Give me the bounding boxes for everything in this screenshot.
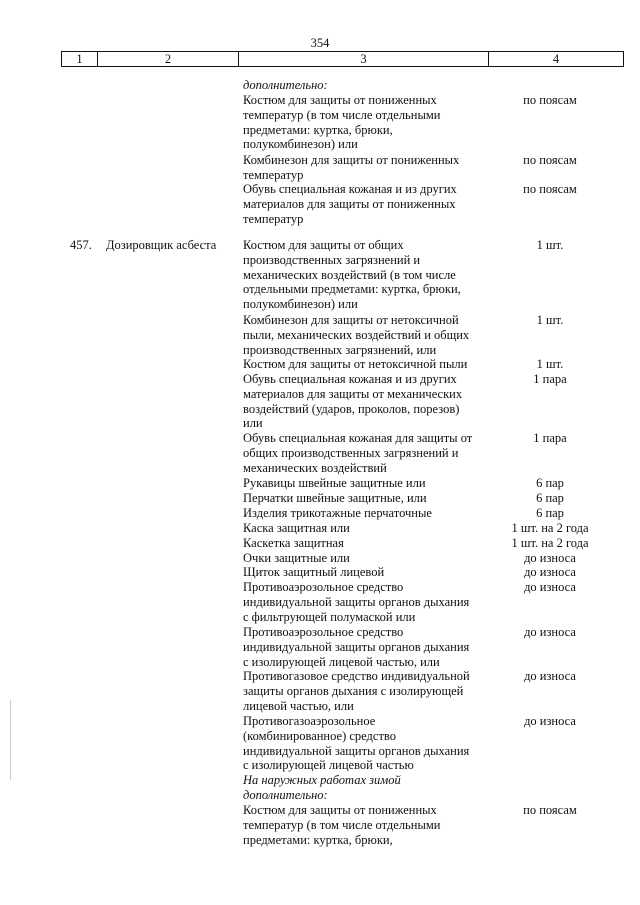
- ppe-item: Щиток защитный лицевой: [243, 565, 385, 579]
- ppe-item: Противоаэрозольное средство индивидуальной защиты органов дыхания с фильтрующей полумаской или: [243, 580, 470, 624]
- column-header-2: 2: [98, 52, 239, 66]
- issue-norm: до износа: [524, 714, 576, 728]
- issue-norm: 6 пар: [536, 506, 564, 520]
- ppe-item: Обувь специальная кожаная и из других материалов для защиты от механических воздействий (ударов, проколов, порезов) или: [243, 372, 463, 431]
- ppe-item: Костюм для защиты от пониженных температур (в том числе отдельными предметами: куртка, брюки, полукомбинезон) или: [243, 93, 441, 152]
- column-header-row: [61, 51, 624, 67]
- scan-margin-line: [10, 700, 11, 780]
- ppe-item: Изделия трикотажные перчаточные: [243, 506, 432, 520]
- ppe-item: Обувь специальная кожаная для защиты от общих производственных загрязнений и механических воздействий: [243, 431, 473, 475]
- issue-norm: 1 шт.: [536, 313, 564, 327]
- ppe-item: дополнительно:: [243, 78, 328, 92]
- column-header-4: 4: [552, 52, 560, 66]
- ppe-item: Комбинезон для защиты от пониженных температур: [243, 153, 460, 182]
- issue-norm: 6 пар: [536, 491, 564, 505]
- issue-norm: 1 шт. на 2 года: [511, 521, 589, 535]
- issue-norm: 1 шт.: [536, 357, 564, 371]
- issue-norm: до износа: [524, 551, 576, 565]
- issue-norm: 1 пара: [533, 372, 567, 386]
- issue-norm: до износа: [524, 565, 576, 579]
- ppe-item: Костюм для защиты от нетоксичной пыли: [243, 357, 468, 371]
- ppe-item: Комбинезон для защиты от нетоксичной пыли, механических воздействий и общих производственных загрязнений, или: [243, 313, 470, 357]
- issue-norm: до износа: [524, 625, 576, 639]
- column-header-3: 3: [239, 52, 489, 66]
- issue-norm: 1 шт. на 2 года: [511, 536, 589, 550]
- profession-name: Дозировщик асбеста: [106, 238, 217, 252]
- issue-norm: до износа: [524, 580, 576, 594]
- ppe-item: Каскетка защитная: [243, 536, 344, 550]
- issue-norm: по поясам: [523, 182, 577, 196]
- ppe-item: Костюм для защиты от общих производственных загрязнений и механических воздействий (в том числе отдельными предметами: куртка, брюки, полукомбинезон) или: [243, 238, 461, 312]
- ppe-item: Противогазовое средство индивидуальной защиты органов дыхания с изолирующей лицевой частью, или: [243, 669, 470, 713]
- ppe-item: Костюм для защиты от пониженных температур (в том числе отдельными предметами: куртка, брюки,: [243, 803, 441, 847]
- ppe-item: Противоаэрозольное средство индивидуальной защиты органов дыхания с изолирующей лицевой частью, или: [243, 625, 470, 669]
- ppe-item: Каска защитная или: [243, 521, 350, 535]
- issue-norm: по поясам: [523, 93, 577, 107]
- ppe-item: Рукавицы швейные защитные или: [243, 476, 426, 490]
- issue-norm: по поясам: [523, 153, 577, 167]
- issue-norm: 1 шт.: [536, 238, 564, 252]
- ppe-item: Перчатки швейные защитные, или: [243, 491, 427, 505]
- ppe-item: На наружных работах зимой дополнительно:: [243, 773, 401, 802]
- issue-norm: по поясам: [523, 803, 577, 817]
- ppe-item: Обувь специальная кожаная и из других материалов для защиты от пониженных температур: [243, 182, 457, 226]
- row-number: 457.: [70, 238, 92, 252]
- column-header-1: 1: [62, 52, 98, 66]
- issue-norm: 1 пара: [533, 431, 567, 445]
- issue-norm: до износа: [524, 669, 576, 683]
- issue-norm: 6 пар: [536, 476, 564, 490]
- ppe-item: Очки защитные или: [243, 551, 350, 565]
- ppe-item: Противогазоаэрозольное (комбинированное) средство индивидуальной защиты органов дыхания с изолирующей лицевой частью: [243, 714, 470, 773]
- page-number: 354: [310, 36, 330, 50]
